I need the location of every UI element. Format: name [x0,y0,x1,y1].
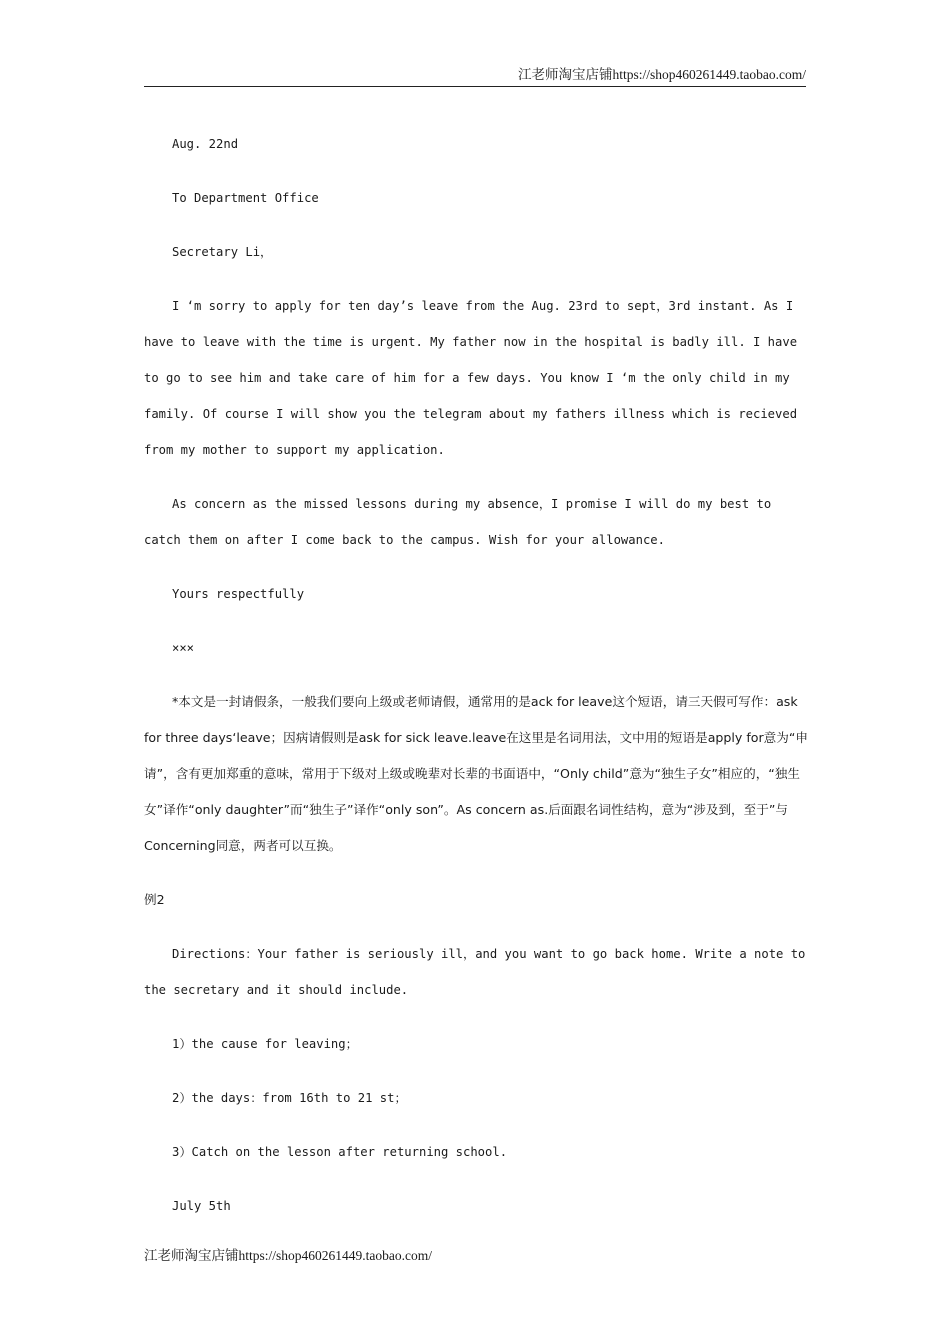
example-2-item-1: 1）the cause for leaving； [172,1037,358,1051]
document-body [144,126,813,1242]
page-header [144,66,806,87]
example-2-item-2: 2）the days：from 16th to 21 st； [172,1091,407,1105]
letter-body-paragraph-2: As concern as the missed lessons during my absence，I promise I will do my best to catch them on after I come back to the campus. Wish for your allowance. [144,497,779,547]
letter-body-paragraph-1: I ‘m sorry to apply for ten day’s leave from the Aug. 23rd to sept，3rd instant. As I have to leave with the time is urgent. My father now in the hospital is badly ill. I have to go to see him and take care of him for a few days. You know I ‘m the only child in my family. Of course I will show you the telegram about my fathers illness which is recieved from my mother to support my application. [144,299,805,457]
letter-closing: Yours respectfully [172,587,305,601]
example-2-item-3: 3）Catch on the lesson after returning school. [172,1145,508,1159]
letter-recipient: To Department Office [172,191,319,205]
letter-date: Aug. 22nd [172,137,239,151]
header-text: 江老师淘宝店铺https://shop460261449.taobao.com/ [518,67,806,82]
letter-salutation: Secretary Li， [172,245,273,259]
example-2-date: July 5th [172,1199,231,1213]
letter-signature: ××× [172,641,195,655]
example-2-title: 例2 [144,892,165,907]
footer-text: 江老师淘宝店铺https://shop460261449.taobao.com/ [144,1248,432,1263]
example-2-directions: Directions：Your father is seriously ill，and you want to go back home. Write a note to the secretary and it should include. [144,947,813,997]
explanation-note: *本文是一封请假条，一般我们要向上级或老师请假，通常用的是ack for leave这个短语，请三天假可写作：ask for three days‘leave；因病请假则是ask for sick leave.leave在这里是名词用法，文中用的短语是apply for意为“申请”，含有更加郑重的意味，常用于下级对上级或晚辈对长辈的书面语中，“Only child”意为“独生子女”相应的，“独生女”译作“only daughter”而“独生子”译作“only son”。As concern as.后面跟名词性结构，意为“涉及到，至于”与Concerning同意，两者可以互换。 [144,694,808,853]
page-footer [144,1247,432,1265]
